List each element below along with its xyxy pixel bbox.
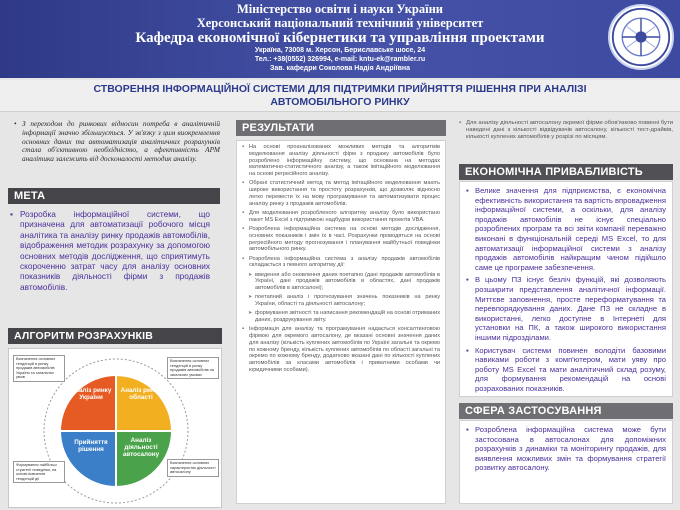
results-panel <box>236 140 446 504</box>
right-top-note <box>459 120 673 144</box>
results-item: ▪ Розроблена інформаційна система з аналізу продажів автомобілів складається з певного алгоритму дії: <box>242 256 440 270</box>
algorithm-box-top-right: Визначення основних тенденцій в ринку продажів автомобілів на загальних умовах <box>167 357 219 379</box>
intro-body: З переходом до ринкових відносин потреба в аналітичній інформації значно збільшується. У зв'язку з цим виокремлення основних даних та автоматизація аналітичних розрахунків стала об'єктивною необхідністю, а ефективність АРМ аналітика залежить від досконалості методик аналізу. <box>22 119 220 164</box>
algorithm-box-bottom-right: Визначення основних характеристик діяльності автосалону <box>167 459 219 477</box>
poster-title: СТВОРЕННЯ ІНФОРМАЦІЙНОЇ СИСТЕМИ ДЛЯ ПІДТРИМКИ ПРИЙНЯТТЯ РІШЕННЯ ПРИ АНАЛІЗІ АВТОМОБІЛЬНОГО РИНКУ <box>93 83 587 108</box>
university-text: Херсонський національний технічний університет <box>196 16 484 30</box>
algorithm-diagram <box>8 348 222 508</box>
address-text: Україна, 73008 м. Херсон, Бериславське шосе, 24 <box>254 47 426 54</box>
quadrant-salon-label: Аналіз діяльності автосалону <box>122 437 160 458</box>
advantages-item: ▪ Користувач системи повинен володіти базовими навиками роботи з комп'ютером, мати уяву про роботу MS Excel та мати аналітичний склад розуму, для формування рекомендацій на основі розрахованих показників. <box>466 346 666 394</box>
intro-text: • З переходом до ринкових відносин потреба в аналітичній інформації значно збільшується. У зв'язку з цим виокремлення основних даних та автоматизація аналітичних розрахунків стала об'єктивною необхідністю, а ефективність АРМ аналітика залежить від досконалості методик аналізу. <box>14 119 220 164</box>
goal-text: ▪ Розробка інформаційної системи, що призначена для автоматизації робочого місця аналітика та аналізу ринку продажів автомобілів, відображення методик розрахунку за допомогою основних методів дослідження, що сприятимуть скороченню затрат часу для аналізу основних показників діяльності фірми з продажів автомобілів. <box>10 209 210 292</box>
university-logo-icon <box>608 4 674 70</box>
results-item: ▪ Розроблена інформаційна система на основі методів дослідження, основних показників і змін їх в часі. Розрахунки проводяться на основі регресійного методу прогнозування і планування майбутньої поведінки автомобільного ринку. <box>242 226 440 253</box>
results-heading: РЕЗУЛЬТАТИ <box>236 120 446 136</box>
results-item: ▪ Обрані статистичний метод та метод імітаційного моделювання мають широке використання та простоту розрахунків, що дозволяє відносно легко перевести їх на мову програмування та автоматизувати процес аналізу ринку з продажів автомобілів. <box>242 180 440 207</box>
head-text: Зав. кафедри Соколова Надія Андріївна <box>270 65 410 72</box>
quadrant-region-label: Аналіз ринку області <box>120 387 162 401</box>
right-top-text: ▪ Для аналізу діяльності автосалону окремої фірми обов'язково повинні бути наведені дані з кількості відвідувачів автосалону, кількості тест-драйвів, кількості куплених автомобілів у розрізі по місяцям. <box>459 120 673 141</box>
results-subitem: ➤ формування звітності та написання рекомендацій на основі отриманих даних, роздрукування звіту. <box>248 310 440 324</box>
advantages-panel <box>459 181 673 397</box>
department-text: Кафедра економічної кібернетики та управління проектами <box>135 30 545 46</box>
advantages-item: ▪ Велике значення для підприємства, є економічна ефективність використання та вартість впровадження інформаційної системи, а оскільки, для аналізу продажів автомобілів не існує спеціально розроблених програм та всі звіти компанії переважно виконані в функціональній середі MS Excel, то для автоматизації інформаційної системи з аналізу продажів автомобілів найкращим чином підійшло саме це програмне забезпечення. <box>466 186 666 272</box>
application-panel <box>459 420 673 504</box>
contacts-text: Тел.: +38(0552) 326994, e-mail: kntu-ek@rambler.ru <box>254 56 426 63</box>
goal-body: Розробка інформаційної системи, що призначена для автоматизації робочого місця аналітика та аналізу ринку продажів автомобілів, відображення методик розрахунку за допомогою основних методів дослідження, що сприятимуть скороченню затрат часу для аналізу основних показників діяльності фірми з продажів автомобілів. <box>20 209 210 292</box>
poster-header <box>0 0 680 78</box>
algorithm-box-bottom-left: Формування найбільш стратегії поведінки, на основі вивчення тенденцій дії <box>13 461 65 483</box>
algorithm-box-top-left: Визначення основних тенденцій в ринку продажів автомобілів України та загальних умов <box>13 355 65 382</box>
ministry-text: Міністерство освіти і науки України <box>237 2 443 16</box>
advantages-item: ▪ В цьому ПЗ існує безліч функцій, які дозволяють розширити представлення аналітичної інформації. Миттєве заповнення, просте переформатування та перевпорядкування даних. Дане ПЗ не складне в використанні, легко доступне в Інтернеті для установки на ПК, а також широкого використання іншими підрозділами. <box>466 275 666 342</box>
application-text: ▪ Розроблена інформаційна система може бути застосована в автосалонах для допоміжних розрахунків з динаміки та моніторингу продажів, для виявлення можливих змін та формування стратегії розвитку автосалону. <box>466 425 666 473</box>
title-band <box>0 80 680 112</box>
results-subitem: ➤ введення або оновлення даних поетапно (дані продажів автомобілів в Україні, дані продажів автомобілів в областях, дані продажів автомобілів в автосалоні); <box>248 272 440 292</box>
results-item: ▪ На основі проаналізованих можливих методів та алгоритмів моделювання аналізу діяльності фірм з продажу автомобілів було розроблено інформаційну систему, що основана на методах математично-статистичного аналізу, а також імітаційного моделювання на основі регресійного аналізу. <box>242 144 440 178</box>
goal-heading: МЕТА <box>8 188 220 204</box>
algorithm-heading: АЛГОРИТМ РОЗРАХУНКІВ <box>8 328 222 344</box>
results-subitem: ➤ поетапний аналіз і прогнозування значень показників на ринку України, області та діяльності автосалону; <box>248 294 440 308</box>
results-item: ▪ Інформація для аналізу та програмування надається консалтинговою фірмою для окремого автосалону, де вказані основні значення даних для аналізу (кількість куплених автомобілів по Україні загальні та окремо по кожному бренду, кількість куплених автомобілів по області загальні та окремо по кожному бренду, додатково вказані дані по кількості куплених автомобілів за класами автомобілів і приватними особами чи юридичними особами). <box>242 326 440 374</box>
application-heading: СФЕРА ЗАСТОСУВАННЯ <box>459 403 673 419</box>
quadrant-ukraine-label: Аналіз ринку України <box>70 387 112 401</box>
results-item: ▪ Для моделювання розробленого алгоритму аналізу було використано пакет MS Excel з підтримкою надбудов використання проектів VBA. <box>242 210 440 224</box>
quadrant-decision-label: Прийняття рішення <box>74 439 108 453</box>
advantages-heading: ЕКОНОМІЧНА ПРИВАБЛИВІСТЬ <box>459 164 673 180</box>
